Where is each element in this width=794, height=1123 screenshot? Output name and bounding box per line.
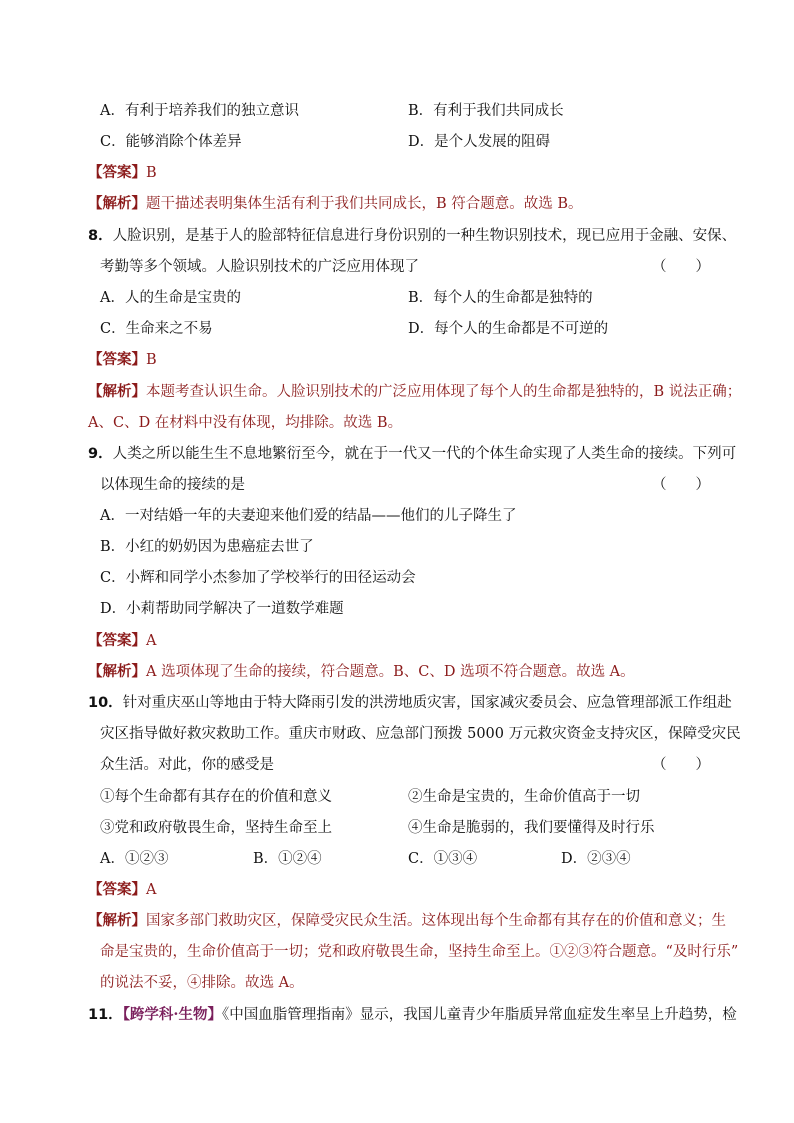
q9-option-b: B．小红的奶奶因为患癌症去世了 xyxy=(100,539,314,555)
q10-answer xyxy=(88,880,156,900)
q10-item-4: ④生命是脆弱的，我们要懂得及时行乐 xyxy=(408,820,655,836)
q7-analysis xyxy=(88,194,583,214)
answer-label: 【答案】 xyxy=(88,351,146,368)
question-number: 9． xyxy=(88,446,113,462)
answer-value: A xyxy=(146,882,157,898)
q8-stem-line-1 xyxy=(88,226,736,246)
q7-option-a: A．有利于培养我们的独立意识 xyxy=(100,103,299,119)
q10-stem-line-2: 灾区指导做好救灾救助工作。重庆市财政、应急部门预拨 5000 万元救灾资金支持灾区，保障受灾民 xyxy=(100,726,741,742)
q10-analysis-line-2: 命是宝贵的，生命价值高于一切；党和政府敬畏生命，坚持生命至上。①②③符合题意。“及时行乐” xyxy=(100,944,739,960)
q8-option-b: B．每个人的生命都是独特的 xyxy=(408,290,593,306)
q8-answer-blank: （ ） xyxy=(652,259,710,275)
analysis-text: 题干描述表明集体生活有利于我们共同成长，B 符合题意。故选 B。 xyxy=(146,196,583,212)
answer-label: 【答案】 xyxy=(88,881,146,898)
q7-option-d: D．是个人发展的阻碍 xyxy=(408,134,551,150)
q11-stem-line-1 xyxy=(88,1005,737,1025)
answer-value: B xyxy=(146,165,157,181)
q8-option-d: D．每个人的生命都是不可逆的 xyxy=(408,321,609,337)
q10-analysis-line-1 xyxy=(88,911,726,931)
q7-answer xyxy=(88,163,157,183)
q7-option-c: C．能够消除个体差异 xyxy=(100,134,242,150)
q8-answer xyxy=(88,350,157,370)
stem-text: 人类之所以能生生不息地繁衍至今，就在于一代又一代的个体生命实现了人类生命的接续。下列可 xyxy=(112,446,737,462)
analysis-label: 【解析】 xyxy=(88,663,146,680)
analysis-text: 本题考查认识生命。人脸识别技术的广泛应用体现了每个人的生命都是独特的，B 说法正确； xyxy=(146,384,742,400)
q8-stem-line-2: 考勤等多个领域。人脸识别技术的广泛应用体现了 xyxy=(100,259,419,275)
analysis-text: 国家多部门救助灾区，保障受灾民众生活。这体现出每个生命都有其存在的价值和意义；生 xyxy=(146,913,726,929)
q9-option-a: A．一对结婚一年的夫妻迎来他们爱的结晶——他们的儿子降生了 xyxy=(100,508,517,524)
question-number: 11． xyxy=(88,1007,123,1023)
subject-tag: 【跨学科·生物】 xyxy=(122,1006,222,1023)
q10-option-c: C．①③④ xyxy=(408,851,478,867)
q10-item-3: ③党和政府敬畏生命，坚持生命至上 xyxy=(100,820,332,836)
q8-option-a: A．人的生命是宝贵的 xyxy=(100,290,241,306)
q9-answer xyxy=(88,631,156,651)
stem-text: 针对重庆巫山等地由于特大降雨引发的洪涝地质灾害，国家减灾委员会、应急管理部派工作组赴 xyxy=(122,695,732,711)
analysis-text: A 选项体现了生命的接续，符合题意。B、C、D 选项不符合题意。故选 A。 xyxy=(146,664,635,680)
q8-analysis-line-1 xyxy=(88,382,741,402)
q9-answer-blank: （ ） xyxy=(652,477,710,493)
q8-analysis-line-2: A、C、D 在材料中没有体现，均排除。故选 B。 xyxy=(88,415,403,431)
q10-item-2: ②生命是宝贵的，生命价值高于一切 xyxy=(408,789,640,805)
q9-option-d: D．小莉帮助同学解决了一道数学难题 xyxy=(100,601,344,617)
q10-stem-line-3: 众生活。对此，你的感受是 xyxy=(100,757,274,773)
answer-label: 【答案】 xyxy=(88,164,146,181)
q9-analysis xyxy=(88,662,635,682)
q9-stem-line-2: 以体现生命的接续的是 xyxy=(100,477,245,493)
q10-option-d: D．②③④ xyxy=(561,851,631,867)
question-number: 10． xyxy=(88,695,123,711)
q10-option-a: A．①②③ xyxy=(100,851,169,867)
q10-analysis-line-3: 的说法不妥，④排除。故选 A。 xyxy=(100,975,304,991)
q10-answer-blank: （ ） xyxy=(652,757,710,773)
q10-item-1: ①每个生命都有其存在的价值和意义 xyxy=(100,789,332,805)
answer-value: A xyxy=(146,633,157,649)
answer-label: 【答案】 xyxy=(88,632,146,649)
analysis-label: 【解析】 xyxy=(88,195,146,212)
stem-text: 人脸识别，是基于人的脸部特征信息进行身份识别的一种生物识别技术，现已应用于金融、安保、 xyxy=(112,228,737,244)
q9-stem-line-1 xyxy=(88,444,736,464)
q7-option-b: B．有利于我们共同成长 xyxy=(408,103,564,119)
q8-option-c: C．生命来之不易 xyxy=(100,321,213,337)
answer-value: B xyxy=(146,352,157,368)
q10-option-b: B．①②④ xyxy=(253,851,322,867)
stem-text: 《中国血脂管理指南》显示，我国儿童青少年脂质异常血症发生率呈上升趋势，检 xyxy=(222,1007,737,1023)
question-number: 8． xyxy=(88,228,113,244)
analysis-label: 【解析】 xyxy=(88,383,146,400)
q10-stem-line-1 xyxy=(88,693,732,713)
analysis-label: 【解析】 xyxy=(88,912,146,929)
q9-option-c: C．小辉和同学小杰参加了学校举行的田径运动会 xyxy=(100,570,416,586)
